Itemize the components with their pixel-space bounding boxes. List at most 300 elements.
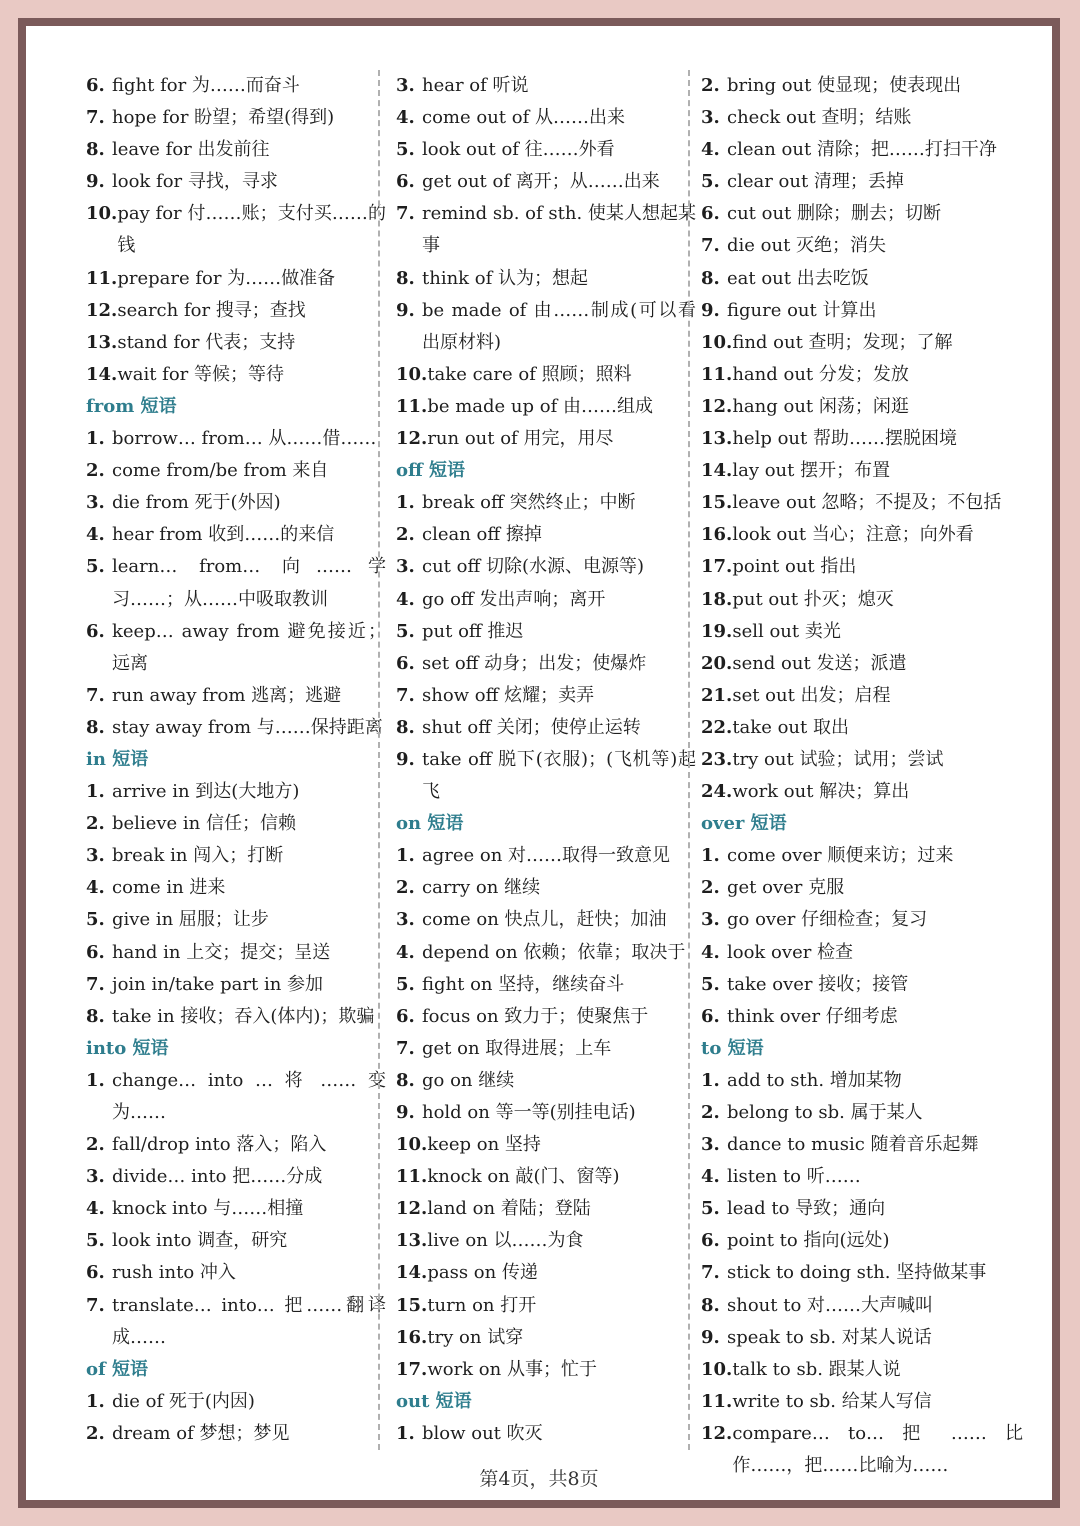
phrase-text: fight on 坚持，继续奋斗: [422, 973, 625, 995]
item-number: 6.: [396, 652, 415, 674]
list-item: [396, 1193, 696, 1225]
item-number: 10.: [396, 1134, 428, 1156]
list-item: [701, 776, 1023, 808]
item-number: 7.: [396, 203, 415, 225]
item-number: 5.: [701, 973, 720, 995]
list-item: [701, 198, 1023, 230]
item-number: 3.: [86, 1166, 105, 1188]
phrase-text: depend on 依赖；依靠；取决于: [422, 941, 686, 963]
item-number: 7.: [86, 1294, 105, 1316]
phrase-text: work out 解决；算出: [732, 781, 910, 803]
item-number: 13.: [396, 1230, 428, 1252]
list-item: [701, 1129, 1023, 1161]
phrase-text: break off 突然终止；中断: [422, 492, 636, 514]
list-item: [396, 1161, 696, 1193]
phrase-text: take over 接收；接管: [727, 973, 909, 995]
item-number: 7.: [86, 684, 105, 706]
list-item: [86, 455, 386, 487]
list-item: [701, 166, 1023, 198]
phrase-text: look out 当心；注意；向外看: [732, 524, 974, 546]
item-number: 12.: [396, 1198, 428, 1220]
item-number: 4.: [86, 524, 105, 546]
list-item: [701, 1257, 1023, 1289]
item-number: 4.: [86, 877, 105, 899]
phrase-text: dance to music 随着音乐起舞: [727, 1134, 979, 1156]
phrase-text: translate… into… 把……翻译成……: [112, 1294, 386, 1348]
list-item: [396, 551, 696, 583]
phrase-text: think over 仔细考虑: [727, 1005, 898, 1027]
item-number: 3.: [86, 492, 105, 514]
item-number: 2.: [86, 1134, 105, 1156]
list-item: [396, 391, 696, 423]
item-number: 9.: [396, 748, 415, 770]
item-number: 11.: [701, 1390, 733, 1412]
list-item: [396, 744, 696, 808]
item-number: 3.: [701, 107, 720, 129]
item-number: 19.: [701, 620, 733, 642]
item-number: 6.: [701, 203, 720, 225]
list-item: [86, 1225, 386, 1257]
item-number: 7.: [396, 1037, 415, 1059]
item-number: 4.: [86, 1198, 105, 1220]
item-number: 10.: [86, 203, 118, 225]
phrase-text: be made up of 由……组成: [427, 395, 653, 417]
section-heading: of 短语: [86, 1358, 149, 1380]
section-heading: from 短语: [86, 395, 177, 417]
phrase-text: learn… from… 向……学习……；从……中吸取教训: [112, 556, 386, 610]
list-item: [701, 969, 1023, 1001]
list-item: [396, 102, 696, 134]
item-number: 10.: [396, 363, 428, 385]
phrase-text: stay away from 与……保持距离: [112, 716, 383, 738]
item-number: 8.: [396, 267, 415, 289]
item-number: 1.: [701, 845, 720, 867]
phrase-text: fight for 为……而奋斗: [112, 75, 300, 96]
phrase-text: get over 克服: [727, 877, 845, 899]
item-number: 14.: [86, 363, 118, 385]
phrase-text: come on 快点儿，赶快；加油: [422, 909, 667, 931]
list-item: [86, 937, 386, 969]
phrase-text: cut out 删除；删去；切断: [727, 203, 942, 225]
item-number: 8.: [86, 139, 105, 161]
list-item: [86, 616, 386, 680]
column-divider: [378, 70, 380, 1450]
item-number: 10.: [701, 331, 733, 353]
phrase-text: die of 死于(内因): [112, 1390, 255, 1412]
item-number: 2.: [86, 460, 105, 482]
phrase-text: leave out 忽略；不提及；不包括: [732, 492, 1002, 514]
item-number: 3.: [86, 845, 105, 867]
list-item: [86, 808, 386, 840]
list-item: [701, 1322, 1023, 1354]
section-heading: to 短语: [701, 1037, 764, 1059]
item-number: 6.: [396, 171, 415, 193]
list-item: [396, 1257, 696, 1289]
list-item: [701, 1001, 1023, 1033]
phrase-text: go off 发出声响；离开: [422, 588, 606, 610]
item-number: 1.: [86, 1390, 105, 1412]
list-item: [86, 840, 386, 872]
item-number: 5.: [701, 171, 720, 193]
list-item: [86, 1065, 386, 1129]
phrase-text: clean off 擦掉: [422, 524, 542, 546]
item-number: 6.: [86, 1262, 105, 1284]
phrase-text: clean out 清除；把……打扫干净: [727, 139, 997, 161]
item-number: 2.: [396, 524, 415, 546]
list-item: [396, 1129, 696, 1161]
list-item: [86, 776, 386, 808]
phrase-text: try on 试穿: [427, 1326, 524, 1348]
list-item: [86, 680, 386, 712]
phrase-text: look into 调查，研究: [112, 1230, 288, 1252]
phrase-text: leave for 出发前往: [112, 139, 270, 161]
item-number: 5.: [396, 620, 415, 642]
item-number: 6.: [701, 1230, 720, 1252]
phrase-text: agree on 对……取得一致意见: [422, 845, 671, 867]
phrase-text: cut off 切除(水源、电源等): [422, 556, 645, 578]
list-item: [86, 102, 386, 134]
phrase-text: think of 认为；想起: [422, 267, 589, 289]
list-item: [86, 487, 386, 519]
item-number: 9.: [701, 1326, 720, 1348]
list-item: [86, 1257, 386, 1289]
list-item: [701, 712, 1023, 744]
list-item: [86, 1290, 386, 1354]
phrase-text: look for 寻找，寻求: [112, 171, 278, 193]
list-item: [701, 263, 1023, 295]
column-divider: [688, 70, 690, 1450]
phrase-text: figure out 计算出: [727, 299, 877, 321]
item-number: 13.: [701, 428, 733, 450]
list-item: [701, 134, 1023, 166]
item-number: 2.: [701, 75, 720, 96]
item-number: 2.: [86, 813, 105, 835]
phrase-text: hear of 听说: [422, 75, 529, 96]
phrase-text: lay out 摆开；布置: [732, 460, 891, 482]
list-item: [701, 937, 1023, 969]
list-item: [701, 840, 1023, 872]
list-item: [86, 423, 386, 455]
item-number: 10.: [701, 1358, 733, 1380]
list-item: [86, 551, 386, 615]
list-item: [86, 295, 386, 327]
phrase-text: die from 死于(外因): [112, 492, 281, 514]
phrase-text: fall/drop into 落入；陷入: [112, 1134, 327, 1156]
column-3: [701, 70, 1023, 1482]
phrase-text: stick to doing sth. 坚持做某事: [727, 1262, 987, 1284]
list-item: [86, 166, 386, 198]
item-number: 5.: [701, 1198, 720, 1220]
list-item: [86, 969, 386, 1001]
item-number: 5.: [86, 1230, 105, 1252]
phrase-text: hope for 盼望；希望(得到): [112, 107, 335, 129]
item-number: 4.: [701, 941, 720, 963]
item-number: 7.: [701, 1262, 720, 1284]
list-item: [396, 840, 696, 872]
list-item: [396, 1097, 696, 1129]
list-item: [701, 102, 1023, 134]
phrase-text: check out 查明；结账: [727, 107, 912, 129]
item-number: 8.: [701, 267, 720, 289]
list-item: [701, 648, 1023, 680]
item-number: 24.: [701, 781, 733, 803]
item-number: 7.: [396, 684, 415, 706]
item-number: 23.: [701, 748, 733, 770]
item-number: 14.: [396, 1262, 428, 1284]
list-item: [701, 1354, 1023, 1386]
phrase-text: get on 取得进展；上车: [422, 1037, 612, 1059]
item-number: 12.: [396, 428, 428, 450]
list-item: [701, 70, 1023, 102]
item-number: 2.: [701, 1102, 720, 1123]
phrase-text: listen to 听……: [727, 1166, 861, 1188]
phrase-text: point out 指出: [732, 556, 857, 578]
phrase-text: come out of 从……出来: [422, 107, 625, 129]
list-item: [396, 680, 696, 712]
item-number: 3.: [396, 75, 415, 96]
section-heading: out 短语: [396, 1390, 472, 1412]
list-item: [86, 1418, 386, 1450]
list-item: [701, 1225, 1023, 1257]
list-item: [86, 1193, 386, 1225]
phrase-text: come from/be from 来自: [112, 460, 329, 482]
list-item: [701, 327, 1023, 359]
phrase-text: set off 动身；出发；使爆炸: [422, 652, 647, 674]
phrase-text: knock on 敲(门、窗等): [427, 1166, 620, 1188]
phrase-text: knock into 与……相撞: [112, 1198, 304, 1220]
phrase-text: hold on 等一等(别挂电话): [422, 1102, 636, 1123]
item-number: 2.: [86, 1422, 105, 1444]
phrase-text: break in 闯入；打断: [112, 845, 284, 867]
list-item: [701, 423, 1023, 455]
list-item: [396, 263, 696, 295]
list-item: [86, 1161, 386, 1193]
list-item: [396, 1225, 696, 1257]
item-number: 1.: [396, 1422, 415, 1444]
phrase-text: hand out 分发；发放: [732, 363, 909, 385]
item-number: 5.: [396, 139, 415, 161]
list-item: [396, 134, 696, 166]
item-number: 22.: [701, 716, 733, 738]
list-item: [701, 230, 1023, 262]
item-number: 8.: [396, 716, 415, 738]
phrase-text: work on 从事；忙于: [427, 1358, 597, 1380]
list-item: [701, 1161, 1023, 1193]
list-item: [86, 359, 386, 391]
section-heading: into 短语: [86, 1037, 169, 1059]
item-number: 11.: [396, 1166, 428, 1188]
phrase-text: be made of 由……制成(可以看出原材料): [422, 299, 696, 353]
phrase-text: arrive in 到达(大地方): [112, 781, 300, 803]
phrase-text: put out 扑灭；熄灭: [732, 588, 894, 610]
list-item: [701, 359, 1023, 391]
phrase-text: join in/take part in 参加: [112, 973, 324, 995]
item-number: 3.: [396, 556, 415, 578]
item-number: 8.: [701, 1294, 720, 1316]
phrase-text: speak to sb. 对某人说话: [727, 1326, 932, 1348]
item-number: 6.: [86, 620, 105, 642]
phrase-text: borrow… from… 从……借……: [112, 428, 377, 450]
phrase-text: prepare for 为……做准备: [117, 267, 336, 289]
page-frame: [18, 18, 1060, 1508]
phrase-text: run out of 用完，用尽: [427, 428, 614, 450]
phrase-text: lead to 导致；通向: [727, 1198, 886, 1220]
list-item: [86, 1001, 386, 1033]
phrase-text: take in 接收；吞入(体内)；欺骗: [112, 1005, 375, 1027]
list-item: [86, 519, 386, 551]
phrase-text: go on 继续: [422, 1069, 515, 1091]
list-item: [396, 904, 696, 936]
list-item: [396, 872, 696, 904]
list-item: [701, 904, 1023, 936]
item-number: 8.: [396, 1069, 415, 1091]
item-number: 9.: [701, 299, 720, 321]
list-item: [86, 904, 386, 936]
list-item: [701, 519, 1023, 551]
item-number: 3.: [396, 909, 415, 931]
phrase-text: stand for 代表；支持: [117, 331, 296, 353]
list-item: [396, 1033, 696, 1065]
list-item: [701, 1193, 1023, 1225]
item-number: 8.: [86, 1005, 105, 1027]
item-number: 7.: [86, 973, 105, 995]
phrase-text: talk to sb. 跟某人说: [732, 1358, 901, 1380]
item-number: 4.: [396, 941, 415, 963]
list-item: [396, 1001, 696, 1033]
item-number: 21.: [701, 684, 733, 706]
phrase-text: find out 查明；发现；了解: [732, 331, 953, 353]
list-item: [396, 969, 696, 1001]
section-heading: over 短语: [701, 813, 787, 835]
phrase-text: shout to 对……大声喊叫: [727, 1294, 934, 1316]
phrase-text: sell out 卖光: [732, 620, 841, 642]
list-item: [701, 1290, 1023, 1322]
list-item: [396, 584, 696, 616]
phrase-text: come in 进来: [112, 877, 226, 899]
item-number: 17.: [396, 1358, 428, 1380]
list-item: [701, 1097, 1023, 1129]
list-item: [701, 584, 1023, 616]
phrase-text: focus on 致力于；使聚焦于: [422, 1005, 649, 1027]
phrase-text: carry on 继续: [422, 877, 541, 899]
item-number: 5.: [396, 973, 415, 995]
phrase-text: hand in 上交；提交；呈送: [112, 941, 331, 963]
phrase-text: write to sb. 给某人写信: [732, 1390, 932, 1412]
item-number: 1.: [86, 428, 105, 450]
item-number: 12.: [86, 299, 118, 321]
list-item: [701, 1386, 1023, 1418]
item-number: 1.: [701, 1069, 720, 1091]
list-item: [396, 70, 696, 102]
phrase-text: hear from 收到……的来信: [112, 524, 335, 546]
list-item: [396, 166, 696, 198]
phrase-text: land on 着陆；登陆: [427, 1198, 591, 1220]
section-heading: off 短语: [396, 460, 466, 482]
list-item: [86, 198, 386, 262]
list-item: [86, 712, 386, 744]
phrase-text: wait for 等候；等待: [117, 363, 285, 385]
phrase-text: dream of 梦想；梦见: [112, 1422, 290, 1444]
item-number: 20.: [701, 652, 733, 674]
list-item: [86, 1386, 386, 1418]
item-number: 4.: [396, 588, 415, 610]
column-2: [396, 70, 696, 1450]
item-number: 9.: [396, 299, 415, 321]
list-item: [701, 487, 1023, 519]
phrase-text: divide… into 把……分成: [112, 1166, 323, 1188]
phrase-text: run away from 逃离；逃避: [112, 684, 342, 706]
list-item: [701, 872, 1023, 904]
item-number: 4.: [701, 1166, 720, 1188]
section-heading: on 短语: [396, 813, 464, 835]
phrase-text: look out of 往……外看: [422, 139, 615, 161]
item-number: 6.: [396, 1005, 415, 1027]
phrase-text: change… into … 将 …… 变为……: [112, 1069, 386, 1123]
phrase-text: search for 搜寻；查找: [117, 299, 306, 321]
phrase-text: die out 灭绝；消失: [727, 235, 887, 257]
phrase-text: set out 出发；启程: [732, 684, 891, 706]
list-item: [701, 616, 1023, 648]
item-number: 6.: [701, 1005, 720, 1027]
phrase-text: remind sb. of sth. 使某人想起某事: [422, 203, 696, 257]
item-number: 15.: [701, 492, 733, 514]
item-number: 17.: [701, 556, 733, 578]
phrase-text: look over 检查: [727, 941, 854, 963]
item-number: 2.: [396, 877, 415, 899]
item-number: 15.: [396, 1294, 428, 1316]
list-item: [701, 1065, 1023, 1097]
item-number: 3.: [701, 1134, 720, 1156]
item-number: 5.: [86, 556, 105, 578]
phrase-text: clear out 清理；丢掉: [727, 171, 904, 193]
list-item: [396, 198, 696, 262]
section-heading: in 短语: [86, 748, 149, 770]
phrase-text: help out 帮助……摆脱困境: [732, 428, 957, 450]
phrase-text: send out 发送；派遣: [732, 652, 907, 674]
phrase-text: shut off 关闭；使停止运转: [422, 716, 641, 738]
phrase-text: eat out 出去吃饭: [727, 267, 869, 289]
list-item: [701, 295, 1023, 327]
phrase-text: go over 仔细检查；复习: [727, 909, 928, 931]
list-item: [701, 455, 1023, 487]
phrase-text: give in 屈服；让步: [112, 909, 269, 931]
phrase-text: get out of 离开；从……出来: [422, 171, 660, 193]
item-number: 4.: [701, 139, 720, 161]
phrase-text: point to 指向(远处): [727, 1230, 890, 1252]
phrase-text: belong to sb. 属于某人: [727, 1102, 923, 1123]
phrase-text: rush into 冲入: [112, 1262, 236, 1284]
list-item: [86, 1129, 386, 1161]
item-number: 1.: [396, 492, 415, 514]
item-number: 11.: [701, 363, 733, 385]
item-number: 12.: [701, 395, 733, 417]
list-item: [396, 616, 696, 648]
phrase-text: hang out 闲荡；闲逛: [732, 395, 909, 417]
list-item: [396, 1418, 696, 1450]
item-number: 11.: [396, 395, 428, 417]
list-item: [396, 295, 696, 359]
phrase-text: bring out 使显现；使表现出: [727, 75, 962, 96]
phrase-text: show off 炫耀；卖弄: [422, 684, 595, 706]
phrase-text: keep… away from 避免接近；远离: [112, 620, 386, 674]
document-page: [26, 26, 1052, 1500]
phrase-text: pay for 付……账；支付买……的钱: [117, 203, 386, 257]
item-number: 7.: [701, 235, 720, 257]
item-number: 1.: [86, 781, 105, 803]
phrase-text: take care of 照顾；照料: [427, 363, 632, 385]
list-item: [86, 872, 386, 904]
phrase-text: keep on 坚持: [427, 1134, 541, 1156]
